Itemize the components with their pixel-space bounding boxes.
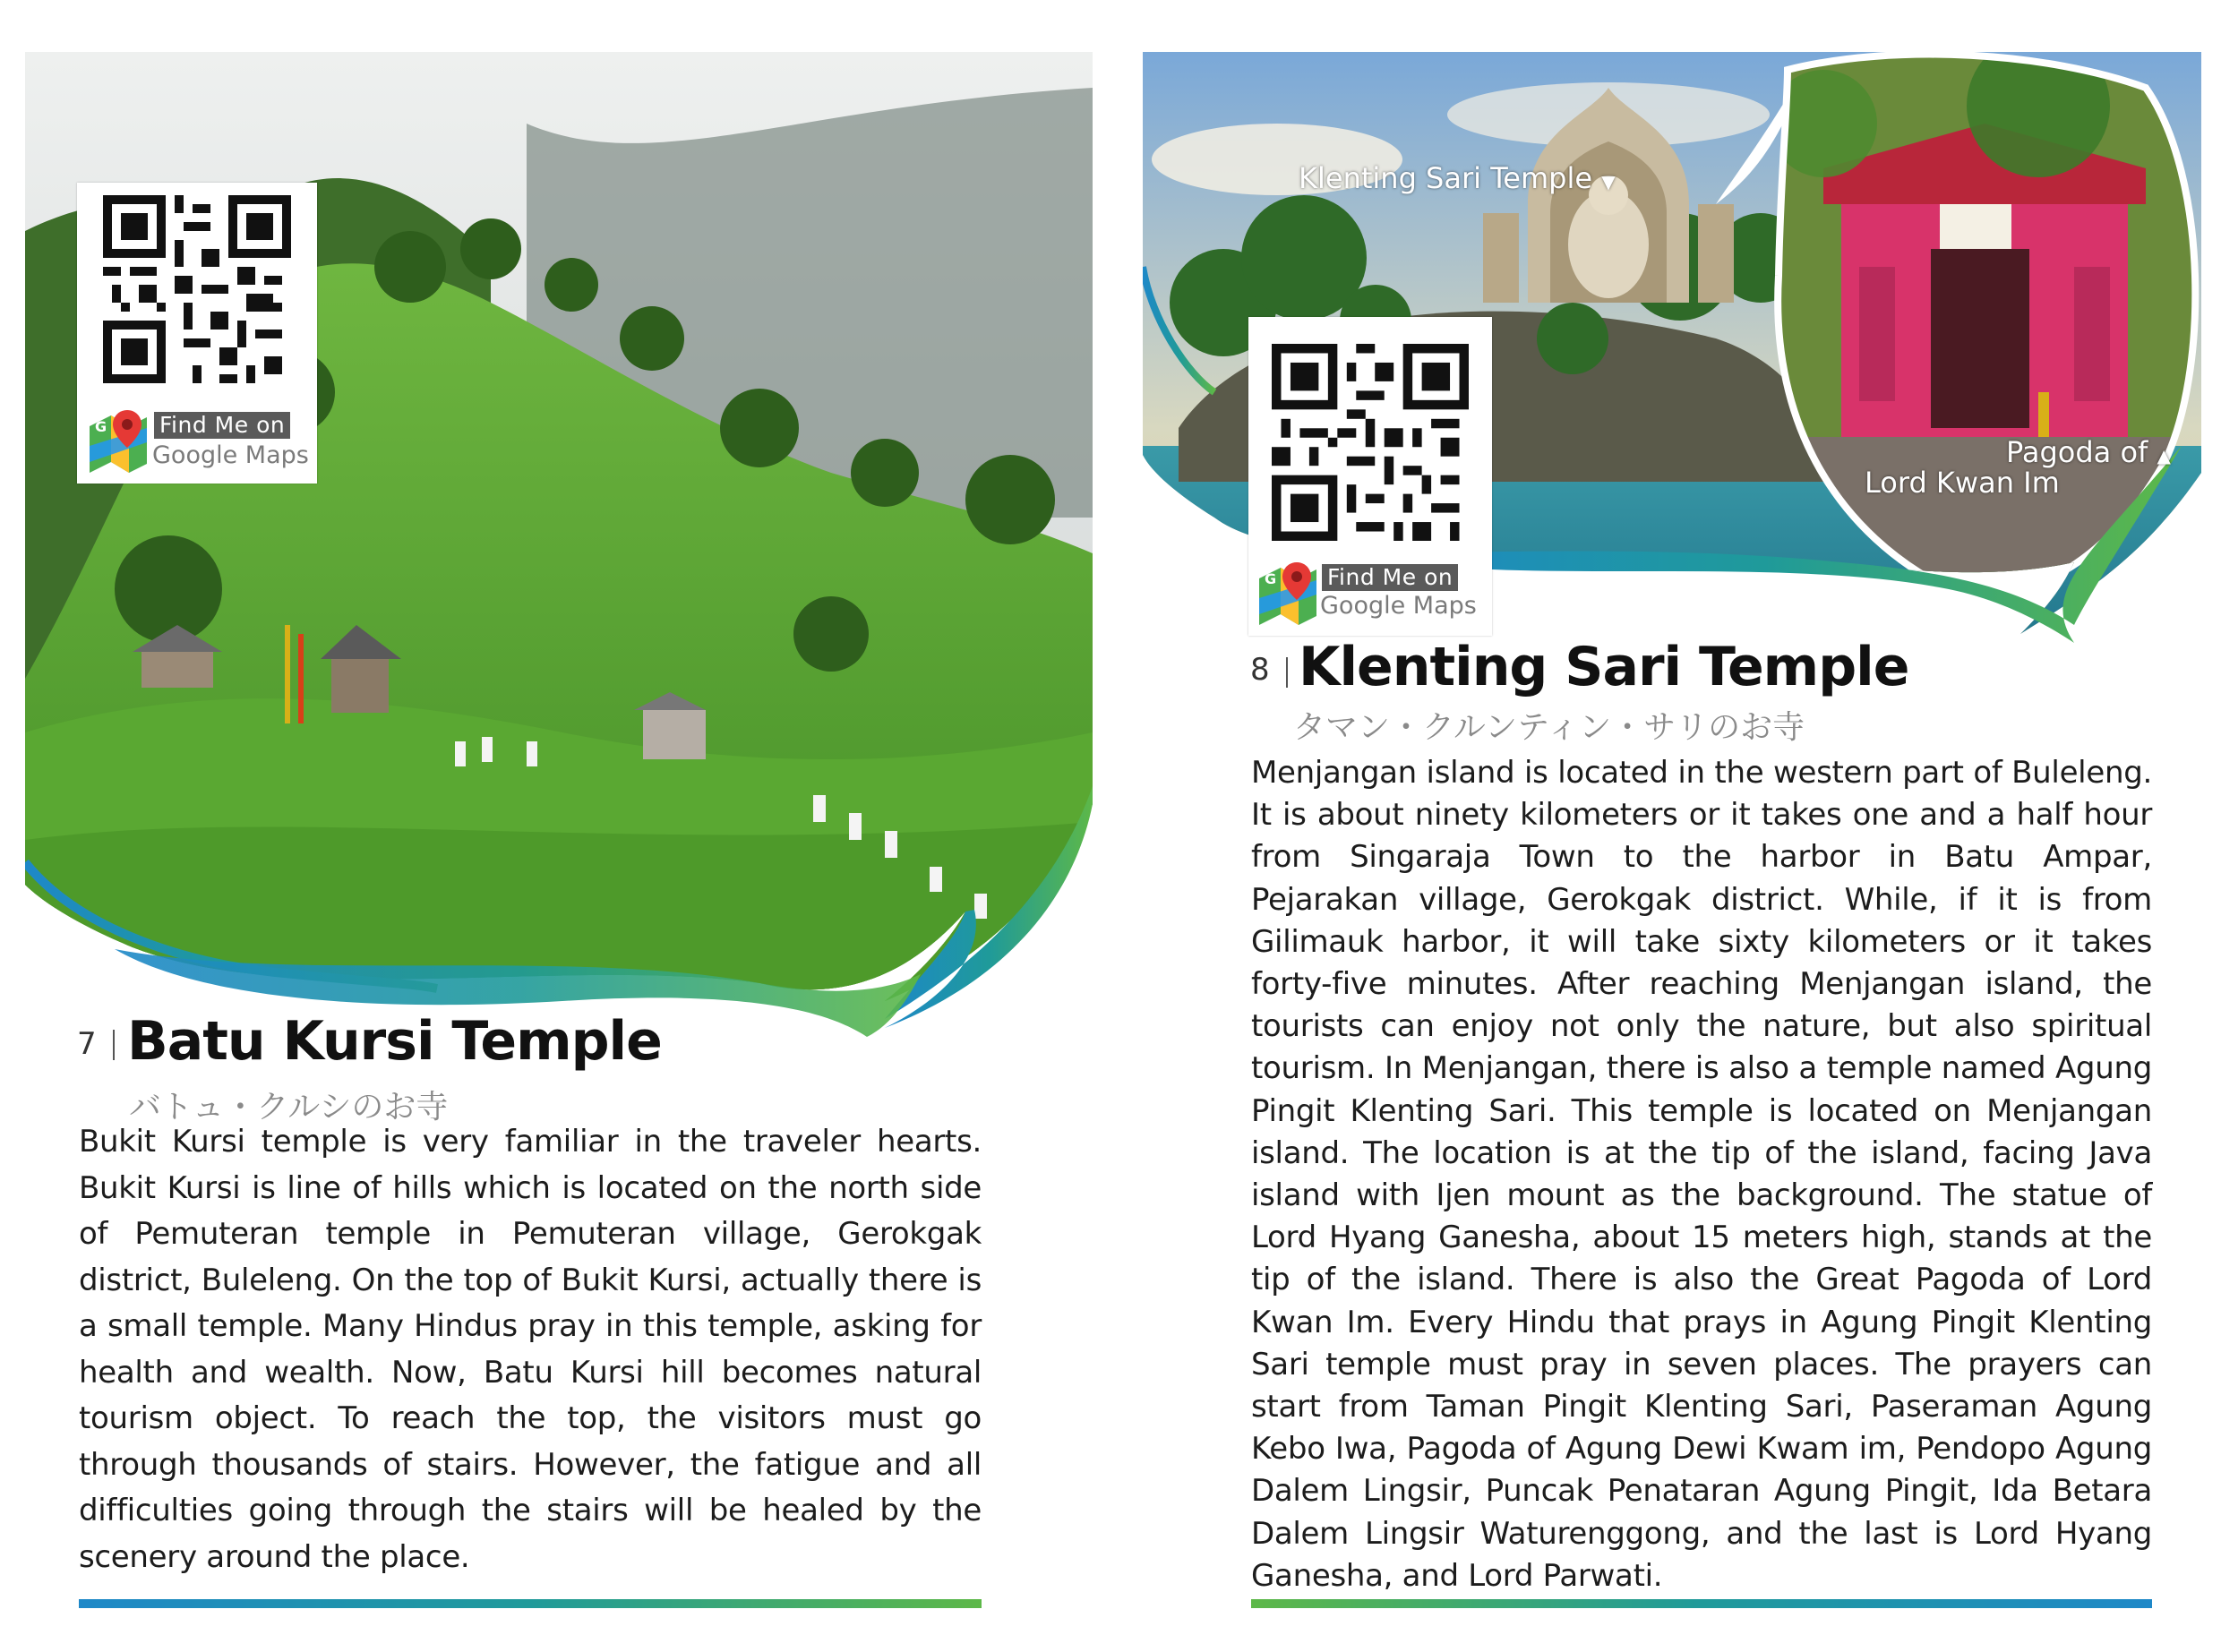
caption-arrow-up-icon: ▲: [2157, 445, 2171, 466]
google-maps-label: Google Maps: [1320, 592, 1477, 620]
entry-body: Bukit Kursi temple is very familiar in the traveler hearts. Bukit Kursi is line of hills which is located on the north side of Pemuteran temple in Pemuteran village, Gerokgak district, Buleleng. On the top of Bukit Kursi, actually there is a small temple. Many Hindus pray in this temple, asking for health and wealth. Now, Batu Kursi hill becomes natural tourism object. To reach the top, the visitors must go through thousands of stairs. However, the fatigue and all difficulties going through the stairs will be healed by the scenery around the place.: [79, 1124, 982, 1575]
google-maps-pin-icon: [90, 410, 147, 473]
entry-title: Klenting Sari Temple: [1299, 636, 1909, 698]
temple-caption: [1299, 161, 1616, 195]
entry-title-japanese: タマン・クルンティン・サリのお寺: [1293, 709, 1805, 746]
entry-body: Menjangan island is located in the western part of Buleleng. It is about ninety kilometers or it takes one and a half hour from Singaraja Town to the harbor in Batu Ampar, Pejarakan village, Gerokgak district. While, if it is from Gilimauk harbor, it will take sixty kilometers or it takes forty-five minutes. After reaching Menjangan island, the tourists can enjoy not only the nature, but also spiritual tourism. In Menjangan, there is also a temple named Agung Pingit Klenting Sari. This temple is located on Menjangan island. The location is at the tip of the island, facing Java island with Ijen mount as the background. The statue of Lord Hyang Ganesha, about 15 meters high, stands at the tip of the island. There is also the Great Pagoda of Lord Kwan Im. Every Hindu that prays in Agung Pingit Klenting Sari temple must pray in seven places. The prayers can start from Taman Pingit Klenting Sari, Paseraman Agung Kebo Iwa, Pagoda of Agung Dewi Kwam im, Pendopo Agung Dalem Lingsir, Puncak Penataran Agung Pingit, Ida Betara Dalem Lingsir Waturenggong, and the last is Lord Hyang Ganesha, and Lord Parwati.: [1251, 755, 2152, 1594]
caption-arrow-down-icon: ▼: [1601, 171, 1616, 193]
page-7: [0, 0, 1110, 1652]
google-maps-qr-card[interactable]: [77, 183, 317, 484]
entry-number: 7: [77, 1026, 97, 1062]
entry-number: 8: [1250, 652, 1270, 688]
pagoda-caption-line1: [2006, 435, 2171, 469]
bottom-rule: [79, 1599, 982, 1608]
qr-code-icon[interactable]: [1272, 344, 1469, 541]
find-me-label: Find Me on: [154, 412, 290, 439]
entry-divider: [113, 1030, 115, 1060]
google-maps-qr-card[interactable]: [1248, 317, 1492, 636]
page-8: [1110, 0, 2221, 1652]
entry-divider: [1286, 657, 1288, 688]
entry-title-japanese: バトュ・クルシのお寺: [129, 1089, 449, 1126]
svg-text:G: G: [95, 418, 107, 435]
google-maps-label: Google Maps: [152, 441, 309, 469]
bottom-rule: [1251, 1599, 2152, 1608]
entry-title: Batu Kursi Temple: [127, 1010, 662, 1073]
temple-caption-text: Klenting Sari Temple: [1299, 161, 1593, 195]
pagoda-caption-text: Pagoda of: [2006, 435, 2148, 469]
qr-code-icon[interactable]: [103, 195, 291, 383]
find-me-label: Find Me on: [1322, 564, 1458, 591]
svg-text:G: G: [1265, 570, 1277, 587]
google-maps-pin-icon: [1259, 562, 1316, 625]
pagoda-caption-line2: Lord Kwan Im: [1865, 466, 2060, 500]
